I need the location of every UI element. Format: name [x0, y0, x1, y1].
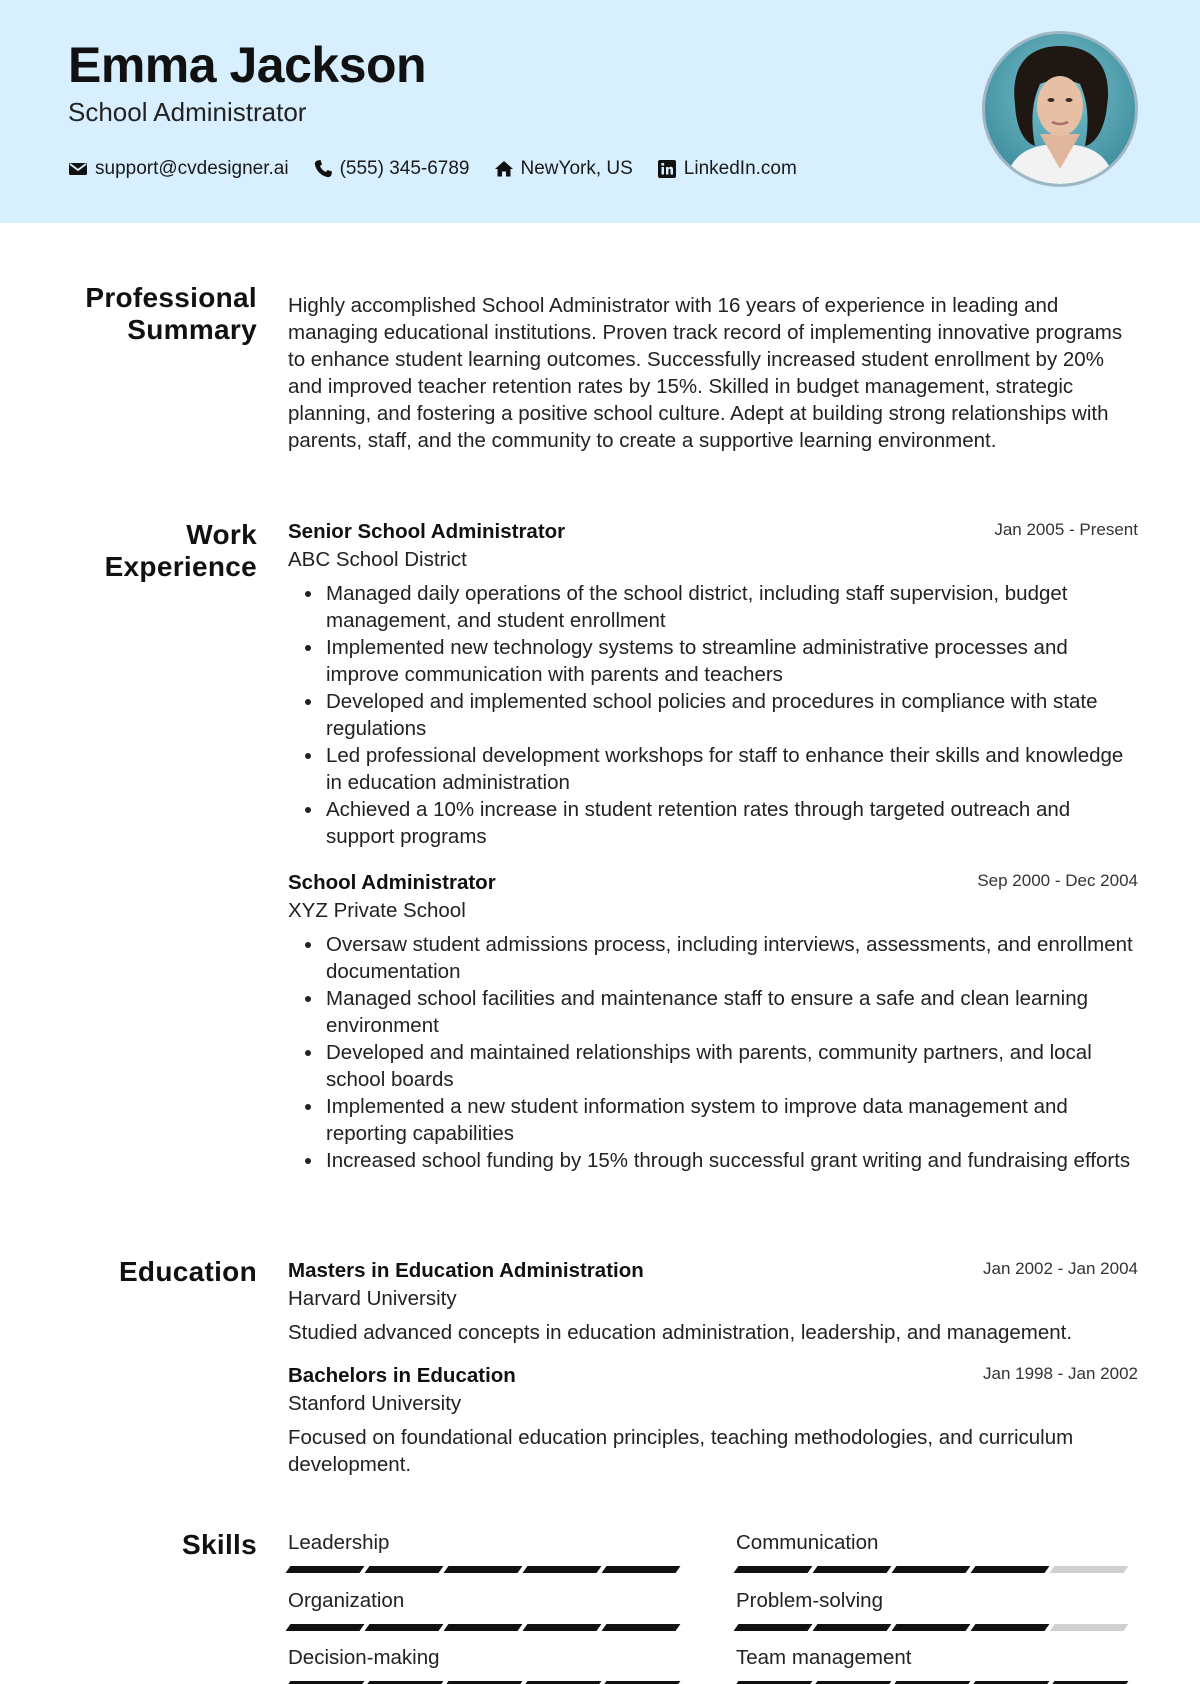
- skill-level-segment: [734, 1566, 813, 1573]
- summary-text: Highly accomplished School Administrator with 16 years of experience in leading and managing educational institutions. Proven track record of implementing innovative programs to enhance student learning outcomes. Successfully increased student enrollment by 20% and improved teacher retention rates by 15%. Skilled in budget management, strategic planning, and fostering a positive school culture. Adept at building strong relationships with parents, staff, and the community to create a supportive learning environment.: [288, 294, 1123, 452]
- degree-title: Bachelors in Education: [288, 1364, 516, 1387]
- skill-level-segment: [523, 1566, 602, 1573]
- job-bullet: Achieved a 10% increase in student retention rates through targeted outreach and support programs: [288, 796, 1138, 850]
- skill-level-bar: [288, 1566, 688, 1573]
- skill-name: Team management: [736, 1646, 912, 1669]
- summary-heading: [67, 282, 257, 346]
- skill-level-bar: [288, 1624, 688, 1631]
- envelope-icon: [68, 159, 88, 179]
- education-date: Jan 2002 - Jan 2004: [982, 1259, 1138, 1278]
- skill-item: [736, 1530, 1136, 1573]
- job-bullets: [288, 580, 1138, 850]
- phone-text: (555) 345-6789: [339, 158, 470, 179]
- candidate-name: Emma Jackson: [68, 37, 427, 93]
- job-entry: [288, 871, 1138, 1174]
- skill-level-segment: [365, 1624, 444, 1631]
- school-name: Harvard University: [288, 1287, 457, 1310]
- skill-level-segment: [813, 1624, 892, 1631]
- skill-level-segment: [892, 1566, 971, 1573]
- home-icon: [494, 159, 514, 179]
- job-bullets: [288, 931, 1138, 1174]
- contact-linkedin[interactable]: [657, 158, 797, 180]
- portrait-image: [985, 34, 1135, 184]
- job-org: ABC School District: [288, 548, 467, 571]
- job-date: Jan 2005 - Present: [994, 520, 1138, 539]
- skill-item: [288, 1530, 688, 1573]
- skill-level-segment: [523, 1624, 602, 1631]
- job-bullet: Increased school funding by 15% through successful grant writing and fundraising efforts: [288, 1147, 1138, 1174]
- skills-heading: Skills: [182, 1529, 257, 1560]
- education-heading: Education: [118, 1256, 257, 1287]
- experience-heading-line1: Work: [186, 519, 257, 550]
- contact-phone[interactable]: [313, 158, 470, 180]
- skill-level-segment: [286, 1624, 365, 1631]
- linkedin-text: LinkedIn.com: [683, 158, 797, 179]
- job-title: Senior School Administrator: [288, 520, 566, 543]
- job-bullet: Oversaw student admissions process, including interviews, assessments, and enrollment documentation: [288, 931, 1138, 985]
- header: [0, 0, 1200, 223]
- skill-level-segment: [286, 1566, 365, 1573]
- skill-level-segment: [971, 1566, 1050, 1573]
- candidate-role: School Administrator: [68, 97, 307, 127]
- job-date: Sep 2000 - Dec 2004: [977, 871, 1138, 890]
- experience-heading: [67, 519, 257, 583]
- contact-email[interactable]: [68, 158, 289, 180]
- job-bullet: Developed and implemented school policies and procedures in compliance with state regulations: [288, 688, 1138, 742]
- skill-name: Communication: [736, 1531, 879, 1554]
- skill-level-segment: [602, 1624, 681, 1631]
- job-bullet: Implemented a new student information system to improve data management and reporting capabilities: [288, 1093, 1138, 1147]
- degree-title: Masters in Education Administration: [288, 1259, 644, 1282]
- contact-location: [494, 158, 633, 180]
- email-text: support@cvdesigner.ai: [95, 158, 289, 179]
- skill-level-segment: [602, 1566, 681, 1573]
- education-entry: [288, 1364, 1138, 1478]
- skill-item: [736, 1645, 1136, 1684]
- education-description: Focused on foundational education principles, teaching methodologies, and curriculum development.: [288, 1426, 1074, 1476]
- skill-item: [736, 1588, 1136, 1631]
- job-title: School Administrator: [288, 871, 496, 894]
- job-org: XYZ Private School: [288, 899, 466, 922]
- skill-level-segment: [892, 1624, 971, 1631]
- education-description: Studied advanced concepts in education administration, leadership, and management.: [288, 1321, 1073, 1344]
- skill-level-segment: [365, 1566, 444, 1573]
- school-name: Stanford University: [288, 1392, 462, 1415]
- skill-name: Problem-solving: [736, 1589, 883, 1612]
- contact-list: [68, 158, 821, 180]
- avatar: [982, 31, 1138, 187]
- education-date: Jan 1998 - Jan 2002: [982, 1364, 1138, 1383]
- phone-icon: [313, 159, 333, 179]
- skill-level-segment: [813, 1566, 892, 1573]
- skill-level-segment: [1050, 1566, 1129, 1573]
- experience-heading-line2: Experience: [104, 551, 257, 582]
- skill-item: [288, 1588, 688, 1631]
- skill-name: Leadership: [288, 1531, 390, 1554]
- skill-level-bar: [736, 1566, 1136, 1573]
- job-bullet: Led professional development workshops for staff to enhance their skills and knowledge in education administration: [288, 742, 1138, 796]
- job-bullet: Managed daily operations of the school district, including staff supervision, budget management, and student enrollment: [288, 580, 1138, 634]
- job-bullet: Managed school facilities and maintenance staff to ensure a safe and clean learning environment: [288, 985, 1138, 1039]
- job-bullet: Implemented new technology systems to streamline administrative processes and improve communication with parents and teachers: [288, 634, 1138, 688]
- linkedin-icon: [657, 159, 677, 179]
- skill-level-segment: [1050, 1624, 1129, 1631]
- skill-level-segment: [734, 1624, 813, 1631]
- summary-heading-line1: Professional: [85, 282, 257, 313]
- summary-heading-line2: Summary: [127, 314, 257, 345]
- job-bullet: Developed and maintained relationships with parents, community partners, and local school boards: [288, 1039, 1138, 1093]
- location-text: NewYork, US: [520, 158, 633, 179]
- skill-name: Decision-making: [288, 1646, 440, 1669]
- skill-item: [288, 1645, 688, 1684]
- skill-level-segment: [444, 1624, 523, 1631]
- education-entry: [288, 1259, 1138, 1346]
- skill-level-bar: [736, 1624, 1136, 1631]
- skill-level-segment: [444, 1566, 523, 1573]
- job-entry: [288, 520, 1138, 850]
- skill-level-segment: [971, 1624, 1050, 1631]
- skill-name: Organization: [288, 1589, 405, 1612]
